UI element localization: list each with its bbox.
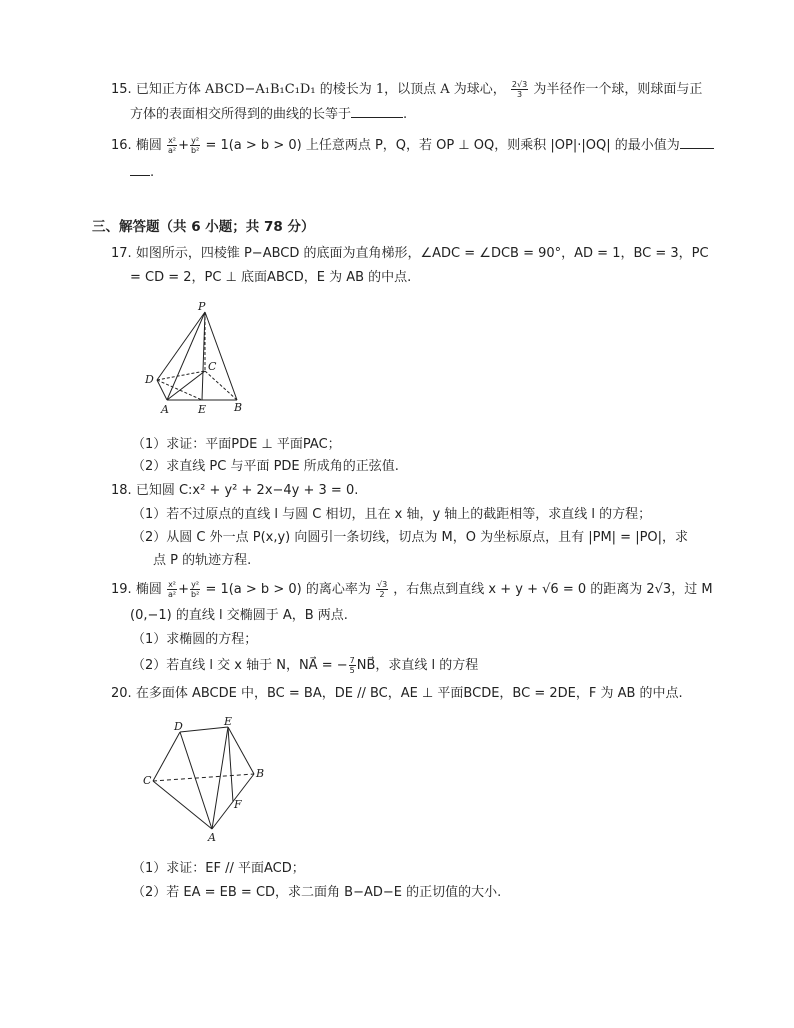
q18-part-2b: 点 P 的轨迹方程.: [153, 553, 252, 568]
q15-text-b: 为半径作一个球，则球面与正: [533, 82, 703, 97]
q19-ratio-fraction: [349, 656, 356, 675]
q19-eccentricity-fraction: [376, 580, 388, 599]
q17-text-1: 如图所示，四棱锥 P−ABCD 的底面为直角梯形，∠ADC = ∠DCB = 90°，AD = 1，BC = 3，PC: [135, 246, 709, 261]
q16-frac-x: [167, 136, 177, 155]
q15-text-c: 方体的表面相交所得到的曲线的长等于: [130, 107, 352, 122]
q16-fy-num: y²: [191, 136, 200, 145]
q15-line-2: [130, 105, 407, 124]
q17-line-2: = CD = 2，PC ⊥ 底面ABCD，E 为 AB 的中点.: [130, 270, 412, 285]
q15-radius-fraction: [511, 80, 528, 99]
q20-line-1: [111, 685, 683, 703]
q15-end: .: [403, 107, 408, 122]
q16-text-a: 椭圆: [135, 138, 162, 153]
q19-fx-num: x²: [168, 580, 177, 589]
q15-frac-num: 2√3: [511, 80, 528, 89]
q19-fe-num: √3: [376, 580, 388, 589]
q17-label-A: A: [161, 403, 169, 416]
q19-part-2-text-b: NB⃗，求直线 l 的方程: [356, 658, 479, 673]
q20-polyhedron-figure: [140, 714, 270, 844]
q17-label-D: D: [145, 373, 154, 386]
q17-label-P: P: [198, 300, 206, 313]
q18-number: 18.: [111, 483, 132, 498]
q19-fr-num: 7: [349, 656, 355, 665]
q19-part-2: [132, 656, 478, 675]
q18-text-1: 已知圆 C:x² + y² + 2x−4y + 3 = 0.: [135, 483, 359, 498]
q20-text-1: 在多面体 ABCDE 中，BC = BA，DE // BC，AE ⊥ 平面BCDE，BC = 2DE，F 为 AB 的中点.: [135, 686, 683, 701]
q16-answer-blank-2: [130, 163, 150, 176]
q19-text-b: = 1(a > b > 0) 的离心率为: [205, 582, 371, 597]
q19-fx-den: a²: [167, 590, 177, 599]
q16-frac-y: [190, 136, 200, 155]
q17-label-C: C: [208, 360, 217, 373]
section-heading: 三、解答题（共 6 小题；共 78 分）: [92, 219, 315, 235]
q20-part-1: （1）求证：EF // 平面ACD；: [132, 861, 305, 876]
q15-frac-den: 3: [517, 90, 523, 99]
q19-number: 19.: [111, 582, 132, 597]
q16-fy-den: b²: [191, 146, 200, 155]
q20-label-B: B: [256, 767, 265, 780]
q17-label-B: B: [234, 401, 243, 414]
q15-answer-blank: [351, 105, 403, 118]
q19-line-2: (0,−1) 的直线 l 交椭圆于 A，B 两点.: [130, 608, 348, 623]
q19-fy-num: y²: [191, 580, 200, 589]
q15-number: 15.: [111, 82, 132, 97]
q17-part-1: （1）求证：平面PDE ⊥ 平面PAC；: [132, 437, 341, 452]
q18-part-1: （1）若不过原点的直线 l 与圆 C 相切，且在 x 轴，y 轴上的截距相等，求直线 l 的方程；: [132, 507, 652, 522]
q20-label-E: E: [224, 715, 233, 728]
q16-plus: +: [178, 138, 189, 153]
q20-label-A: A: [208, 831, 216, 844]
q19-text-c: ，右焦点到直线 x + y + √6 = 0 的距离为 2√3，过 M: [393, 582, 713, 597]
q17-part-2: （2）求直线 PC 与平面 PDE 所成角的正弦值.: [132, 459, 399, 474]
q19-fy-den: b²: [191, 590, 200, 599]
q16-text-b: = 1(a > b > 0) 上任意两点 P，Q，若 OP ⊥ OQ，则乘积 |OP|·|OQ| 的最小值为: [205, 138, 680, 153]
q20-label-D: D: [174, 720, 183, 733]
q18-line-1: [111, 482, 358, 500]
q16-line-1: [111, 136, 714, 155]
q19-fe-den: 2: [379, 590, 385, 599]
q17-line-1: [111, 245, 709, 263]
q20-label-C: C: [143, 774, 152, 787]
q17-pyramid-figure: [140, 298, 260, 418]
q17-number: 17.: [111, 246, 132, 261]
q19-plus: +: [178, 582, 189, 597]
q19-frac-x: [167, 580, 177, 599]
q19-line-1: [111, 580, 713, 599]
q16-number: 16.: [111, 138, 132, 153]
q16-fx-num: x²: [168, 136, 177, 145]
q15-line-1: [111, 80, 702, 99]
q19-part-1: （1）求椭圆的方程；: [132, 632, 258, 647]
q16-fx-den: a²: [167, 146, 177, 155]
q16-line-2: [130, 163, 154, 182]
q20-label-F: F: [234, 798, 242, 811]
q19-text-a: 椭圆: [135, 582, 162, 597]
q19-part-2-text-a: （2）若直线 l 交 x 轴于 N，NA⃗ = −: [132, 658, 348, 673]
q19-frac-y: [190, 580, 200, 599]
q16-end: .: [150, 165, 155, 180]
q20-part-2: （2）若 EA = EB = CD，求二面角 B−AD−E 的正切值的大小.: [132, 885, 502, 900]
q18-part-2a: （2）从圆 C 外一点 P(x,y) 向圆引一条切线，切点为 M，O 为坐标原点，且有 |PM| = |PO|，求: [132, 530, 689, 545]
q19-fr-den: 5: [349, 666, 355, 675]
q17-label-E: E: [198, 403, 207, 416]
q16-answer-blank-1: [680, 136, 714, 149]
q20-number: 20.: [111, 686, 132, 701]
q15-text-a: 已知正方体 ABCD−A₁B₁C₁D₁ 的棱长为 1，以顶点 A 为球心，: [135, 82, 506, 97]
